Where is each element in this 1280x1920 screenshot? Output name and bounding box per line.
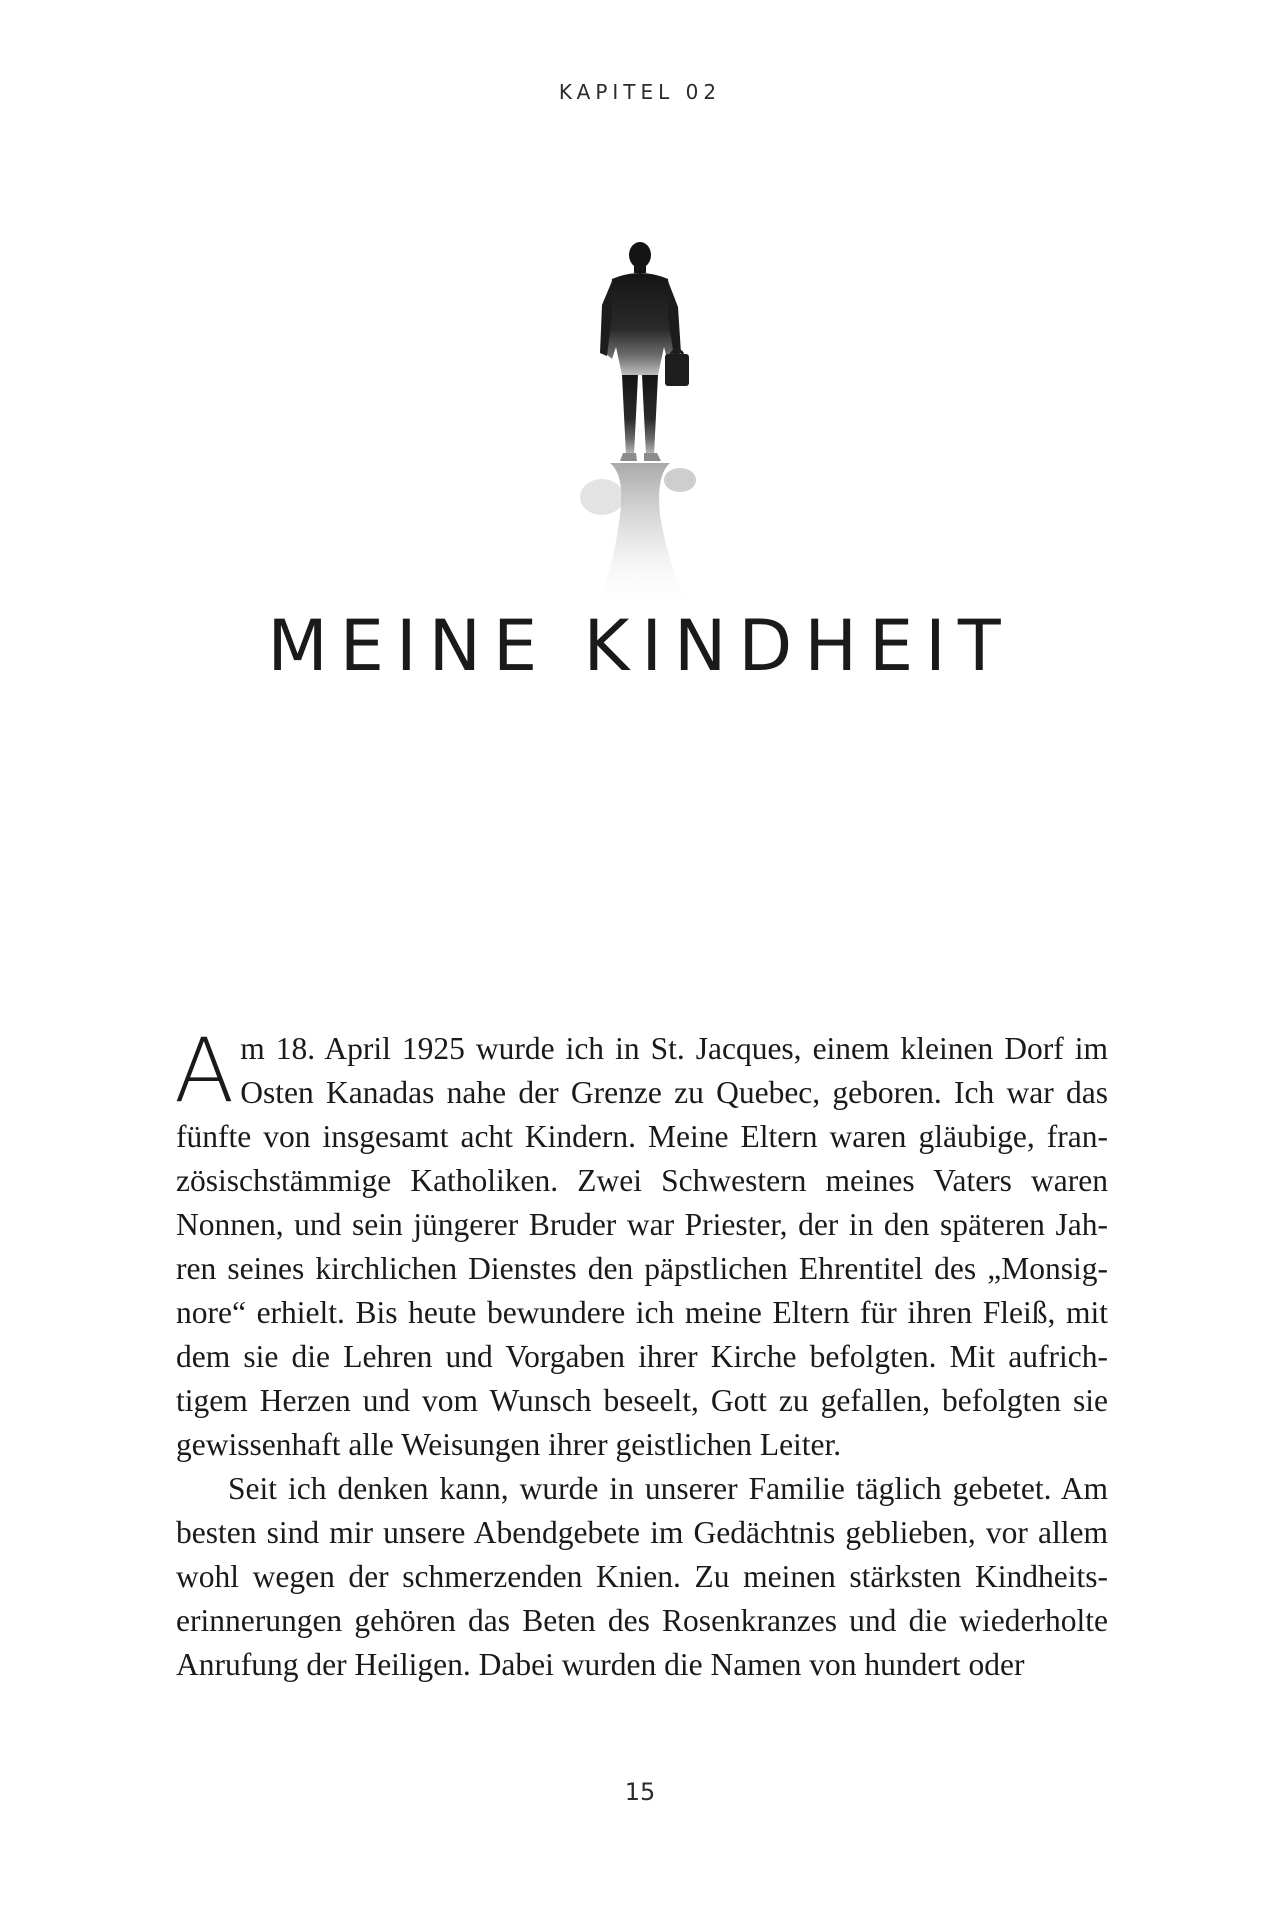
drop-cap: A — [174, 1019, 235, 1122]
chapter-title: MEINE KINDHEIT — [267, 605, 1013, 687]
paragraph: Seit ich denken kann, wurde in unserer Familie täglich gebetet. Am besten sind mir unsere Abendgebete im Gedächtnis geblieben, vor allem wohl wegen der schmerzenden Knien. Zu meinen stärksten Kindheitserinnerungen gehören das Beten des Rosenkranzes und die wiederholte Anrufung der Heiligen. Dabei wurden die Namen von hundert oder — [176, 1471, 1108, 1682]
paragraph-text: m 18. April 1925 wurde ich in St. Jacques, einem kleinen Dorf im Osten Kanadas nahe der Grenze zu Quebec, geboren. Ich war das fünfte von insgesamt acht Kindern. Meine Eltern waren gläubige, französischstämmige Katholiken. Zwei Schwestern meines Vaters waren Nonnen, und sein jüngerer Bruder war Priester, der in den späteren Jahren seines kirchlichen Dienstes den päpstlichen Ehrentitel des „Monsignore“ erhielt. Bis heute bewundere ich meine Eltern für ihren Fleiß, mit dem sie die Lehren und Vorgaben ihrer Kirche befolgten. Mit aufrichtigem Herzen und vom Wunsch beseelt, Gott zu gefallen, befolgten sie gewissenhaft alle Weisungen ihrer geistlichen Leiter. — [176, 1031, 1108, 1462]
page-number: 15 — [624, 1778, 656, 1806]
body-text — [174, 1019, 1108, 1687]
paragraph — [174, 1019, 1108, 1467]
man-with-briefcase-silhouette-icon — [540, 235, 740, 610]
chapter-label: KAPITEL 02 — [558, 80, 722, 104]
